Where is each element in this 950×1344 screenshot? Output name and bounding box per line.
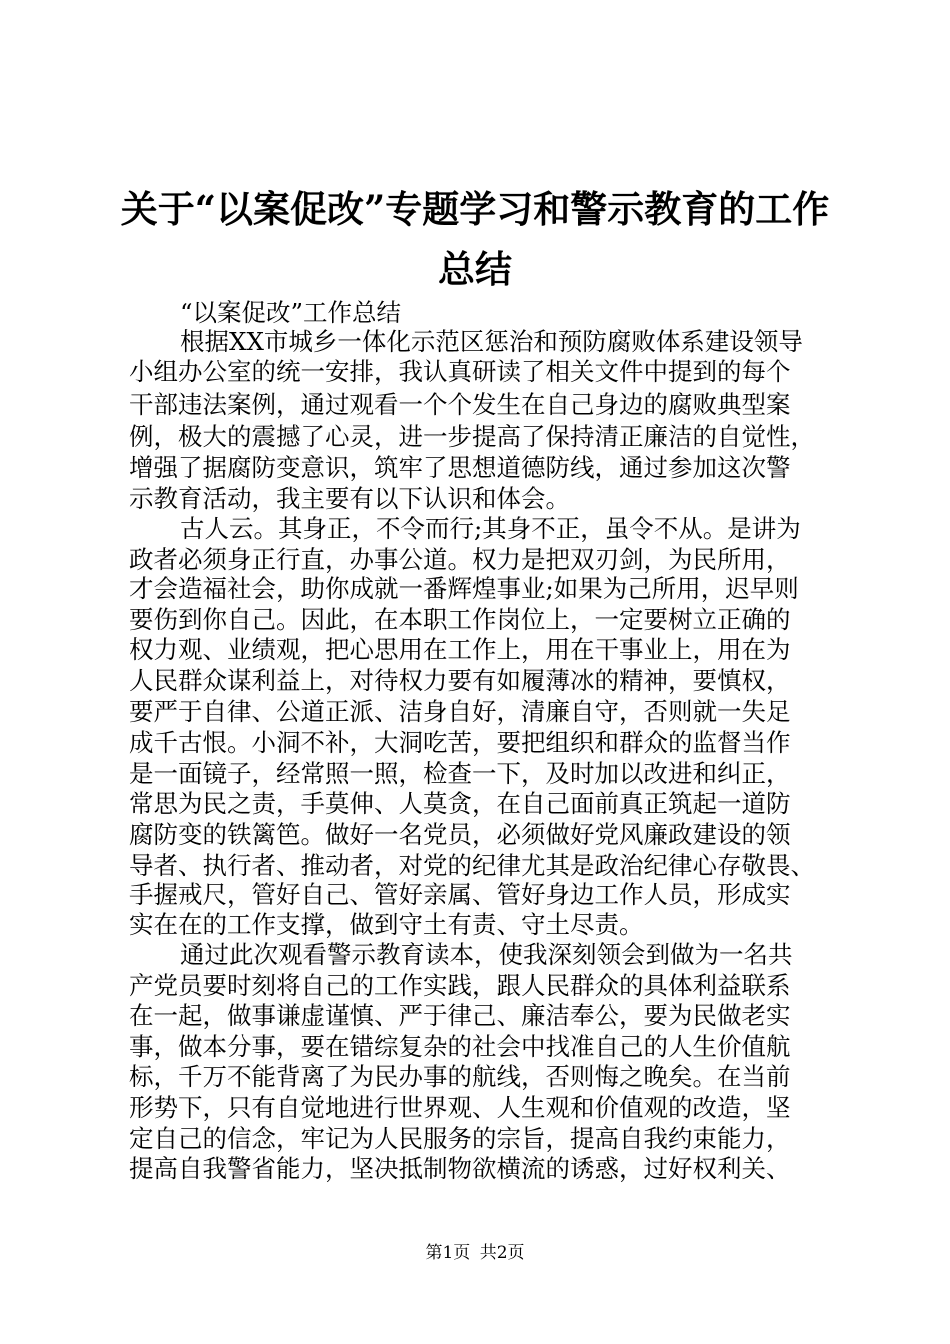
paragraph-line: 政者必须身正行直，办事公道。权力是把双刃剑，为民所用，	[129, 545, 791, 574]
paragraph-line: 提高自我警省能力，坚决抵制物欲横流的诱惑，过好权利关、	[129, 1154, 791, 1183]
paragraph-line: 干部违法案例，通过观看一个个发生在自己身边的腐败典型案	[129, 390, 791, 419]
paragraph-line: 事，做本分事，要在错综复杂的社会中找准自己的人生价值航	[129, 1032, 791, 1061]
page-total: 共2页	[479, 1243, 525, 1263]
paragraph-line: 要严于自律、公道正派、洁身自好，清廉自守，否则就一失足	[129, 697, 791, 726]
document-title-line-2: 总结	[438, 247, 512, 291]
paragraph-line: 才会造福社会，助你成就一番辉煌事业;如果为己所用，迟早则	[129, 574, 799, 603]
paragraph-line: 腐防变的铁篱笆。做好一名党员，必须做好党风廉政建设的领	[129, 820, 791, 849]
paragraph-line: 标，千万不能背离了为民办事的航线，否则悔之晚矣。在当前	[129, 1062, 791, 1091]
paragraph-line: 手握戒尺，管好自己、管好亲属、管好身边工作人员，形成实	[129, 880, 791, 909]
paragraph-line: 是一面镜子，经常照一照，检查一下，及时加以改进和纠正，	[129, 759, 791, 788]
paragraph-line: 实在在的工作支撑，做到守土有责、守土尽责。	[129, 910, 644, 939]
paragraph-line: 权力观、业绩观，把心思用在工作上，用在干事业上，用在为	[129, 635, 791, 664]
paragraph-line: 古人云。其身正，不令而行;其身不正，虽令不从。是讲为	[180, 514, 801, 543]
paragraph-line: 根据XX市城乡一体化示范区惩治和预防腐败体系建设领导	[180, 327, 803, 356]
paragraph-line: 定自己的信念，牢记为人民服务的宗旨，提高自我约束能力，	[129, 1124, 791, 1153]
paragraph-line: 要伤到你自己。因此，在本职工作岗位上，一定要树立正确的	[129, 605, 791, 634]
paragraph-line: 示教育活动，我主要有以下认识和体会。	[129, 484, 570, 513]
paragraph-line: 产党员要时刻将自己的工作实践，跟人民群众的具体利益联系	[129, 971, 791, 1000]
section-subheading: “以案促改”工作总结	[180, 298, 402, 327]
paragraph-line: 形势下，只有自觉地进行世界观、人生观和价值观的改造，坚	[129, 1093, 791, 1122]
paragraph-line: 通过此次观看警示教育读本，使我深刻领会到做为一名共	[180, 940, 793, 969]
paragraph-line: 成千古恨。小洞不补，大洞吃苦，要把组织和群众的监督当作	[129, 728, 791, 757]
paragraph-line: 导者、执行者、推动者，对党的纪律尤其是政治纪律心存敬畏、	[129, 851, 815, 880]
page-footer	[0, 1243, 950, 1263]
paragraph-line: 增强了据腐防变意识，筑牢了思想道德防线，通过参加这次警	[129, 453, 791, 482]
paragraph-line: 人民群众谋利益上，对待权力要有如履薄冰的精神，要慎权，	[129, 666, 791, 695]
paragraph-line: 例，极大的震撼了心灵，进一步提高了保持清正廉洁的自觉性，	[129, 422, 815, 451]
paragraph-line: 常思为民之责，手莫伸、人莫贪，在自己面前真正筑起一道防	[129, 789, 791, 818]
paragraph-line: 在一起，做事谦虚谨慎、严于律己、廉洁奉公，要为民做老实	[129, 1001, 791, 1030]
page-number: 第1页	[425, 1243, 471, 1263]
document-title-line-1: 关于“以案促改”专题学习和警示教育的工作	[120, 187, 830, 231]
paragraph-line: 小组办公室的统一安排，我认真研读了相关文件中提到的每个	[129, 357, 791, 386]
